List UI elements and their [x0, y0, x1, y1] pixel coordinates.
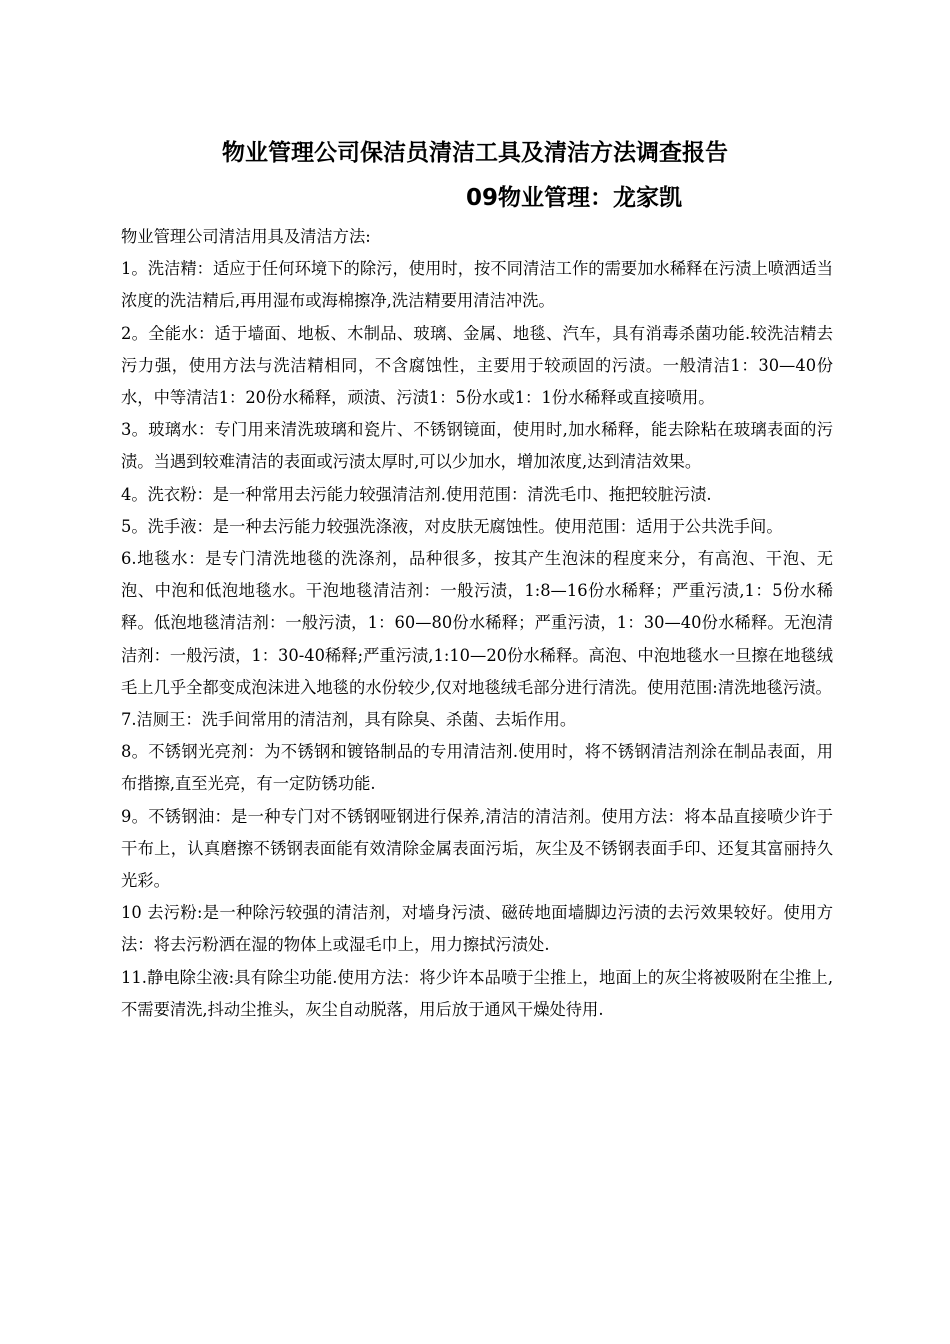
document-title: 物业管理公司保洁员清洁工具及清洁方法调查报告 — [222, 140, 728, 166]
intro-paragraph: 物业管理公司清洁用具及清洁方法: — [121, 227, 371, 246]
item-paragraph: 5。洗手液：是一种去污能力较强洗涤液，对皮肤无腐蚀性。使用范围：适用于公共洗手间。 — [121, 516, 783, 536]
item-paragraph: 7.洁厕王：洗手间常用的清洁剂，具有除臭、杀菌、去垢作用。 — [121, 710, 577, 730]
item-paragraph: 6.地毯水：是专门清洗地毯的洗涤剂，品种很多，按其产生泡沫的程度来分，有高泡、干泡、无泡、中泡和低泡地毯水。干泡地毯清洁剂：一般污渍，1:8—16份水稀释；严重污渍,1：5份水稀释。低泡地毯清洁剂：一般污渍，1：60—80份水稀释；严重污渍，1：30—40份水稀释。无泡清洁剂：一般污渍，1：30-40稀释;严重污渍,1:10—20份水稀释。高泡、中泡地毯水一旦擦在地毯绒毛上几乎全都变成泡沫进入地毯的水份较少,仅对地毯绒毛部分进行清洗。使用范围:清洗地毯污渍。 — [121, 549, 833, 697]
item-paragraph: 2。全能水：适于墙面、地板、木制品、玻璃、金属、地毯、汽车，具有消毒杀菌功能.较洗洁精去污力强，使用方法与洗洁精相同，不含腐蚀性，主要用于较顽固的污渍。一般清洁1：30—40份水，中等清洁1：20份水稀释，顽渍、污渍1：5份水或1：1份水稀释或直接喷用。 — [121, 323, 833, 408]
document-body — [121, 221, 833, 1026]
item-paragraph: 11.静电除尘液:具有除尘功能.使用方法：将少许本品喷于尘推上，地面上的灰尘将被吸附在尘推上,不需要清洗,抖动尘推头，灰尘自动脱落，用后放于通风干燥处待用. — [121, 967, 833, 1019]
item-paragraph: 8。不锈钢光亮剂：为不锈钢和镀铬制品的专用清洁剂.使用时，将不锈钢清洁剂涂在制品表面，用布揩擦,直至光亮，有一定防锈功能. — [121, 742, 833, 794]
item-paragraph: 4。洗衣粉：是一种常用去污能力较强清洁剂.使用范围：清洗毛巾、拖把较脏污渍. — [121, 484, 712, 504]
item-paragraph: 9。不锈钢油：是一种专门对不锈钢哑钢进行保养,清洁的清洁剂。使用方法：将本品直接喷少许于干布上，认真磨擦不锈钢表面能有效清除金属表面污垢，灰尘及不锈钢表面手印、还复其富丽持久光彩。 — [121, 806, 833, 891]
item-paragraph: 1。洗洁精：适应于任何环境下的除污，使用时，按不同清洁工作的需要加水稀释在污渍上喷洒适当浓度的洗洁精后,再用湿布或海棉擦净,洗洁精要用清洁冲洗。 — [121, 259, 833, 311]
item-paragraph: 3。玻璃水：专门用来清洗玻璃和瓷片、不锈钢镜面，使用时,加水稀释，能去除粘在玻璃表面的污渍。当遇到较难清洁的表面或污渍太厚时,可以少加水，增加浓度,达到清洁效果。 — [121, 420, 833, 472]
item-paragraph: 10 去污粉:是一种除污较强的清洁剂，对墙身污渍、磁砖地面墙脚边污渍的去污效果较好。使用方法：将去污粉洒在湿的物体上或湿毛巾上，用力擦拭污渍处. — [121, 903, 833, 955]
author-line: 09物业管理：龙家凯 — [466, 185, 683, 211]
